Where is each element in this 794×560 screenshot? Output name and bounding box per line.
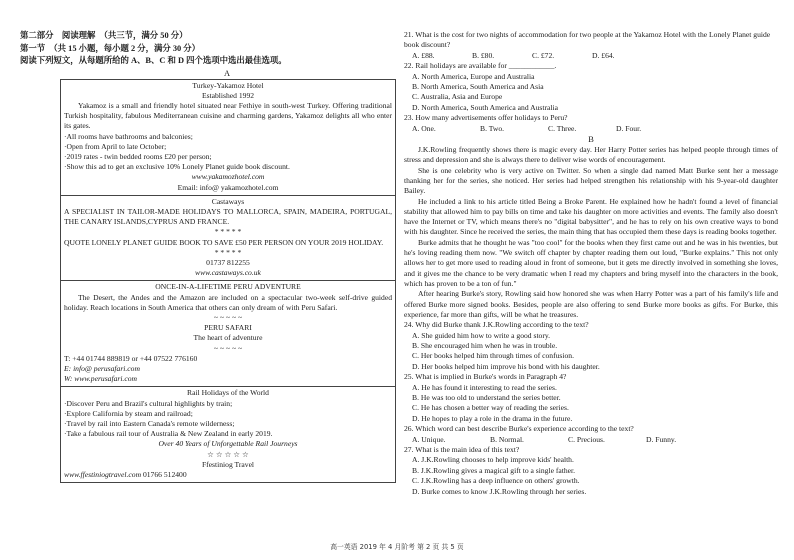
option: C. He has chosen a better way of reading the series. bbox=[412, 403, 569, 413]
question-22-stem: 22. Rail holidays are available for ____________. bbox=[404, 61, 557, 71]
option: C. J.K.Rowling has a deep influence on others' growth. bbox=[412, 476, 580, 486]
ad-contact-web: www.ffestiniogtravel.com bbox=[64, 470, 142, 480]
option: D. Her books helped him improve his bond with his daughter. bbox=[412, 361, 600, 371]
option: C. Three. bbox=[548, 123, 577, 133]
ad-stars: * * * * * bbox=[214, 227, 242, 237]
ad-bullet: ·Explore California by steam and railroad; bbox=[64, 408, 193, 418]
ad-email: Email: info@ yakamozhotel.com bbox=[177, 182, 279, 192]
ad-web: W: www.perusafari.com bbox=[64, 374, 137, 384]
option: D. £64. bbox=[592, 50, 615, 60]
passage-a-label: A bbox=[223, 68, 231, 78]
ad-title: Rail Holidays of the World bbox=[187, 388, 269, 398]
ad-title: Castaways bbox=[211, 196, 245, 206]
option: B. Normal. bbox=[490, 434, 524, 444]
left-column bbox=[20, 30, 396, 483]
ad-bullet: ·Discover Peru and Brazil's cultural highlights by train; bbox=[64, 398, 233, 408]
option: C. Precious. bbox=[568, 434, 605, 444]
ad-tel: T: +44 01744 889819 or +44 07522 776160 bbox=[64, 353, 198, 363]
option: D. Burke comes to know J.K.Rowling through her series. bbox=[412, 486, 587, 496]
passage-paragraph: After hearing Burke's story, Rowling said how honored she was when Harry Potter was a part of his family's life and offered Burke more signed books. Besides, people are also offering to send Burke more books as gifts. For Burke, this experience, far more than gifts, will be what he treasures. bbox=[404, 289, 778, 319]
advertisement-box bbox=[60, 79, 396, 484]
ad-yakamoz-hotel bbox=[61, 80, 395, 196]
option: C. Her books helped him through times of confusion. bbox=[412, 351, 574, 361]
ad-line: A SPECIALIST IN TAILOR-MADE HOLIDAYS TO MALLORCA, SPAIN, MADEIRA, PORTUGAL, THE CANARY ISLANDS,CYPRUS AND FRANCE. bbox=[64, 206, 392, 227]
question-24-stem: 24. Why did Burke thank J.K.Rowling according to the text? bbox=[404, 320, 589, 330]
option: B. She encouraged him when he was in trouble. bbox=[412, 340, 558, 350]
ad-slogan: Over 40 Years of Unforgettable Rail Journeys bbox=[158, 439, 298, 449]
ad-established: Established 1992 bbox=[201, 90, 255, 100]
page-footer: 高一英语 2019 年 4 月阶考 第 2 页 共 5 页 bbox=[330, 543, 464, 551]
ad-website: www.castaways.co.uk bbox=[195, 268, 261, 278]
ad-bullet: ·2019 rates - twin bedded rooms £20 per person; bbox=[64, 151, 212, 161]
ad-slogan: The heart of adventure bbox=[193, 333, 263, 343]
option: B. J.K.Rowling gives a magical gift to a single father. bbox=[412, 465, 576, 475]
question-26-options bbox=[412, 435, 778, 445]
ad-title: Turkey-Yakamoz Hotel bbox=[192, 80, 264, 90]
option: D. Funny. bbox=[646, 434, 677, 444]
ad-website: www.yakamozhotel.com bbox=[191, 172, 265, 182]
option: C. Australia, Asia and Europe bbox=[412, 92, 503, 102]
ad-peru-safari bbox=[61, 281, 395, 387]
question-27-stem: 27. What is the main idea of this text? bbox=[404, 444, 520, 454]
option: A. She guided him how to write a good story. bbox=[412, 330, 551, 340]
option: A. One. bbox=[412, 123, 436, 133]
option: B. £80. bbox=[472, 50, 495, 60]
ad-bullet: ·Open from April to late October; bbox=[64, 141, 167, 151]
question-23-stem: 23. How many advertisements offer holidays to Peru? bbox=[404, 113, 568, 123]
instruction: 阅读下列短文，从每题所给的 A、B、C 和 D 四个选项中选出最佳选项。 bbox=[20, 56, 287, 65]
question-23-options bbox=[412, 124, 778, 134]
ad-rail-holidays bbox=[61, 387, 395, 482]
ad-bullet: ·Take a fabulous rail tour of Australia & New Zealand in early 2019. bbox=[64, 429, 273, 439]
option: D. He hopes to play a role in the drama in the future. bbox=[412, 413, 573, 423]
question-25-stem: 25. What is implied in Burke's words in Paragraph 4? bbox=[404, 372, 567, 382]
passage-paragraph: Burke admits that he thought he was "too cool" for the books when they first came out and he was in his twenties, but he's loving reading them now. "We switch off chapter by chapter reading them out loud, "Burke explains." This not only allows her to get more used to reading aloud in front of someone, but it gets me directly involved in something she loves, and it gives me the chance to be very dramatic when I read my chapters and bring myself into the characters in the book, which has proven to be a ton of fun." bbox=[404, 237, 778, 288]
passage-b-label: B bbox=[588, 135, 594, 145]
option: A. He has found it interesting to read the series. bbox=[412, 382, 557, 392]
ad-name: Ffestiniog Travel bbox=[201, 459, 255, 469]
ad-contact-phone: 01766 512400 bbox=[141, 470, 187, 480]
option: A. North America, Europe and Australia bbox=[412, 71, 535, 81]
ad-phone: 01737 812255 bbox=[206, 257, 250, 267]
right-column bbox=[404, 30, 778, 497]
part-header: 第二部分 阅读理解 （共三节，满分 50 分） bbox=[20, 31, 188, 40]
ad-tilde: ~ ~ ~ ~ ~ bbox=[213, 343, 243, 353]
option: B. He was too old to understand the series better. bbox=[412, 392, 561, 402]
option: A. Unique. bbox=[412, 434, 446, 444]
option: A. J.K.Rowling chooses to help improve kids' health. bbox=[412, 455, 574, 465]
option: A. £88. bbox=[412, 50, 435, 60]
ad-body: Yakamoz is a small and friendly hotel situated near Fethiye in south-west Turkey. Offering traditional Turkish hospitality, fabulous Mediterranean cuisine and charming gardens, Yakamoz delights all who enter its gates. bbox=[64, 100, 392, 131]
passage-paragraph: J.K.Rowling frequently shows there is magic every day. Her Harry Potter series has helped people through times of stress and depression and she is always there to deliver wise words of encouragement. bbox=[404, 145, 778, 165]
option: D. Four. bbox=[616, 123, 642, 133]
option: B. Two. bbox=[480, 123, 505, 133]
ad-email: E: info@ perusafari.com bbox=[64, 363, 140, 373]
ad-title: ONCE-IN-A-LIFETIME PERU ADVENTURE bbox=[155, 282, 301, 292]
ad-bullet: ·Travel by rail into Eastern Canada's remote wilderness; bbox=[64, 419, 235, 428]
ad-castaways bbox=[61, 196, 395, 282]
ad-stars: * * * * * bbox=[214, 247, 242, 257]
ad-contact bbox=[64, 470, 392, 480]
ad-line: QUOTE LONELY PLANET GUIDE BOOK TO SAVE £50 PER PERSON ON YOUR 2019 HOLIDAY. bbox=[64, 237, 384, 247]
ad-stars: ☆ ☆ ☆ ☆ ☆ bbox=[207, 449, 249, 459]
section-header: 第一节 （共 15 小题，每小题 2 分，满分 30 分） bbox=[20, 43, 201, 53]
ad-body: The Desert, the Andes and the Amazon are included on a spectacular two-week self-drive guided holiday. Reach locations in South America that others can only dream of with Peru Safari. bbox=[64, 292, 392, 312]
passage-paragraph: He included a link to his article titled Being a Broke Parent. He explained how he hadn't found a level of financial stability that allowed him to pay bills on time and take his daughter on more activities and events. The family also doesn't have the Internet or TV, which means there's no "digital babysitter", and he has to rely on his own creative ways to bond with his daughter. Since he received the series, the main thing that has occupied them these days is reading books together. bbox=[404, 196, 778, 237]
ad-bullet: ·All rooms have bathrooms and balconies; bbox=[64, 131, 193, 141]
ad-tilde: ~ ~ ~ ~ ~ bbox=[213, 312, 243, 322]
question-21-stem: 21. What is the cost for two nights of accommodation for two people at the Yakamoz Hotel with the Lonely Planet guide book discount? bbox=[404, 30, 771, 50]
option: C. £72. bbox=[532, 50, 555, 60]
ad-name: PERU SAFARI bbox=[204, 323, 252, 333]
passage-paragraph: She is one celebrity who is very active on Twitter. So when a single dad named Matt Burke sent her a message thanking her for the series, she noticed. Her series had helped strengthen his relationship with his 9-year-old daughter Bailey. bbox=[404, 165, 778, 196]
ad-bullet: ·Show this ad to get an exclusive 10% Lonely Planet guide book discount. bbox=[64, 162, 290, 172]
question-26-stem: 26. Which word can best describe Burke's experience according to the text? bbox=[404, 424, 634, 434]
option: B. North America, South America and Asia bbox=[412, 82, 544, 92]
question-21-options bbox=[412, 51, 778, 61]
option: D. North America, South America and Australia bbox=[412, 102, 558, 112]
